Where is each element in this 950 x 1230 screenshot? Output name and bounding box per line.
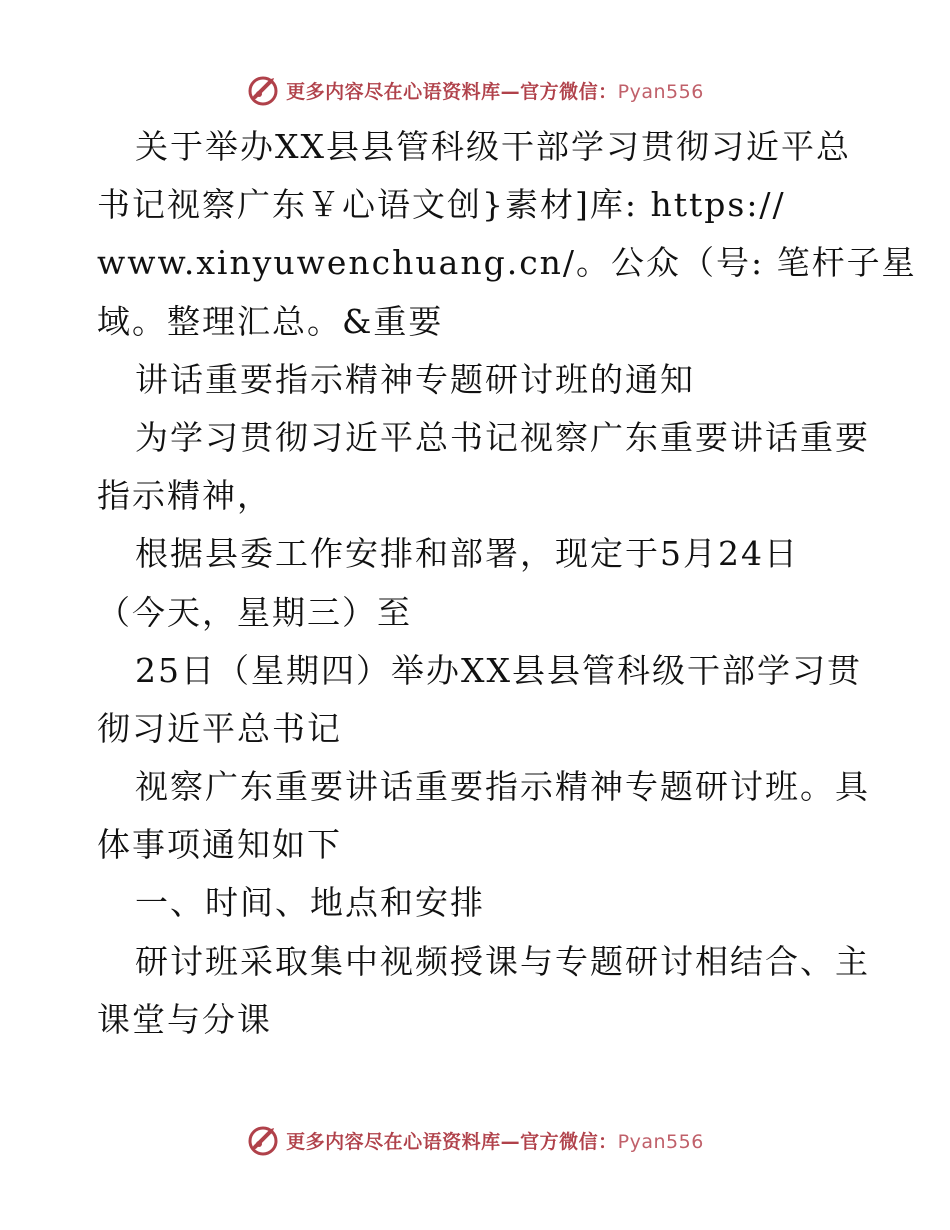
- text-line: 关于举办XX县县管科级干部学习贯彻习近平总: [135, 127, 851, 166]
- wechat-id: Pyan556: [617, 1130, 704, 1153]
- watermark-text: 更多内容尽在心语资料库—官方微信：Pyan556: [286, 80, 704, 103]
- watermark-text: 更多内容尽在心语资料库—官方微信：Pyan556: [286, 1130, 704, 1153]
- text-line: 讲话重要指示精神专题研讨班的通知: [135, 359, 695, 399]
- logo-icon: [246, 1123, 280, 1157]
- footer-watermark: [0, 1120, 950, 1160]
- watermark-group: [246, 1123, 704, 1157]
- watermark-group: [246, 73, 704, 107]
- text-line: 视察广东重要讲话重要指示精神专题研讨班。具: [135, 767, 870, 807]
- text-line: 根据县委工作安排和部署，现定于5月24日: [135, 534, 799, 574]
- text-line: 书记视察广东￥心语文创}素材]库: https://: [97, 185, 786, 225]
- text-line: 研讨班采取集中视频授课与专题研讨相结合、主: [135, 941, 870, 981]
- text-line: www.xinyuwenchuang.cn/。公众（号: 笔杆子星: [97, 243, 917, 283]
- text-line: 25日（星期四）举办XX县县管科级干部学习贯: [135, 650, 862, 690]
- document-body: [97, 118, 917, 1049]
- section-heading: 一、时间、地点和安排: [135, 883, 485, 923]
- wechat-id: Pyan556: [617, 80, 704, 103]
- text-line: 课堂与分课: [97, 999, 272, 1039]
- header-watermark: [0, 70, 950, 110]
- text-line: 指示精神，: [97, 476, 272, 516]
- logo-icon: [246, 73, 280, 107]
- text-line: （今天，星期三）至: [97, 592, 412, 632]
- text-line: 为学习贯彻习近平总书记视察广东重要讲话重要: [135, 417, 870, 457]
- text-line: 体事项通知如下: [97, 825, 342, 865]
- text-line: 彻习近平总书记: [97, 708, 342, 748]
- text-line: 域。整理汇总。&重要: [97, 301, 444, 341]
